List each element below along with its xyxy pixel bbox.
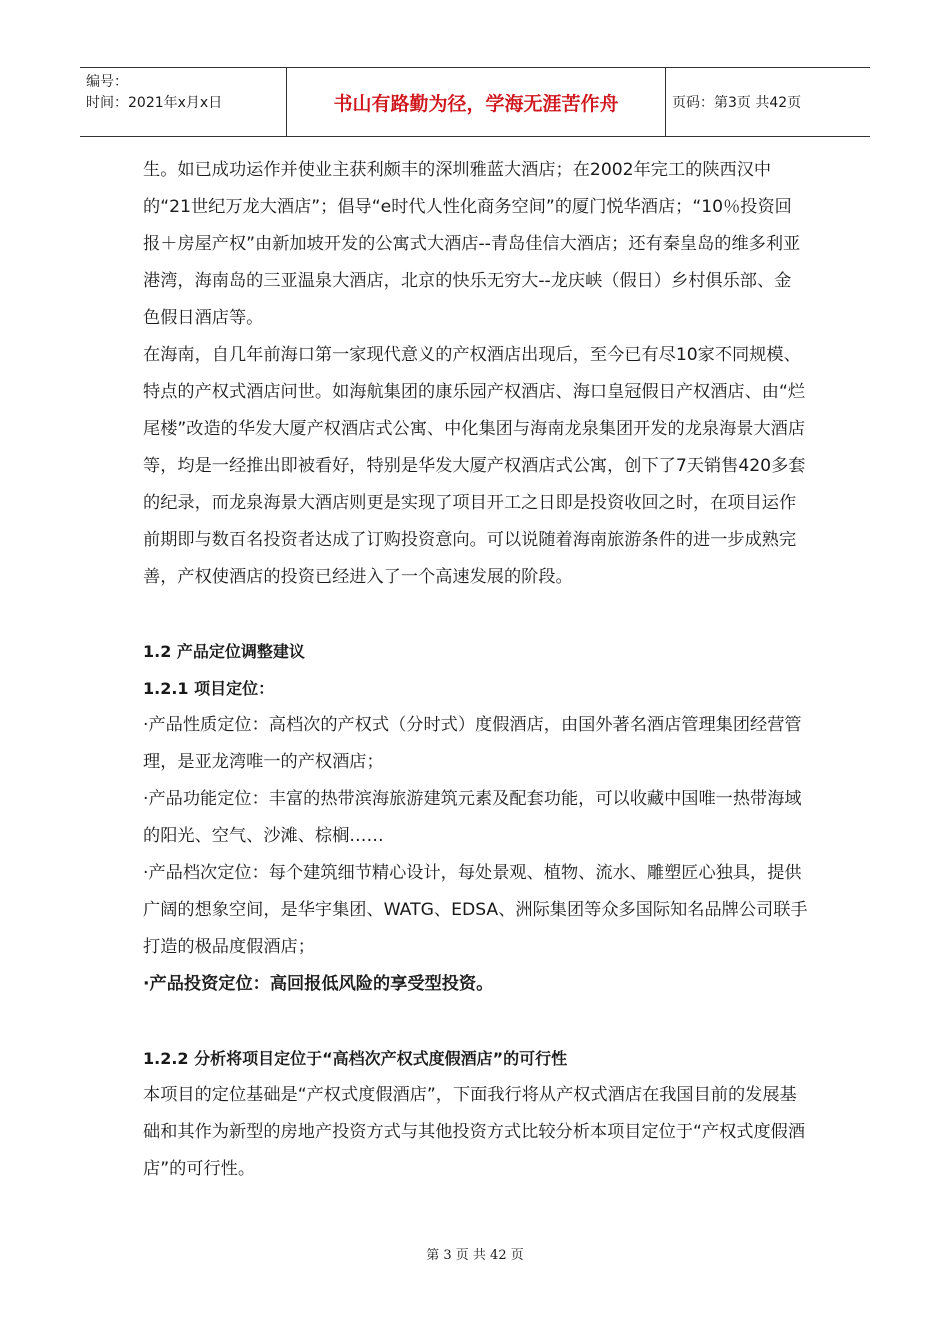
section-heading-1-2-2: 1.2.2 分析将项目定位于“高档次产权式度假酒店”的可行性: [143, 1049, 568, 1068]
page-footer: 第 3 页 共 42 页: [426, 1248, 524, 1263]
paragraph-positioning-basis: 本项目的定位基础是“产权式度假酒店”，下面我行将从产权式酒店在我国目前的发展基础和其作为新型的房地产投资方式与其他投资方式比较分析本项目定位于“产权式度假酒店”的可行性。: [143, 1085, 806, 1179]
document-code-label: 编号：: [86, 74, 128, 90]
bullet-product-investment: ·产品投资定位：高回报低风险的享受型投资。: [143, 974, 494, 994]
header-meta: [80, 68, 287, 136]
paragraph-hainan-market: 在海南，自几年前海口第一家现代意义的产权酒店出现后，至今已有尽10家不同规模、特点的产权式酒店问世。如海航集团的康乐园产权酒店、海口皇冠假日产权酒店、由“烂尾楼”改造的华发大厦产权酒店式公寓、中化集团与海南龙泉集团开发的龙泉海景大酒店等，均是一经推出即被看好，特别是华发大厦产权酒店式公寓，创下了7天销售420多套的纪录，而龙泉海景大酒店则更是实现了项目开工之日即是投资收回之时，在项目运作前期即与数百名投资者达成了订购投资意向。可以说随着海南旅游条件的进一步成熟完善，产权使酒店的投资已经进入了一个高速发展的阶段。: [143, 345, 806, 587]
section-heading-1-2: 1.2 产品定位调整建议: [143, 642, 305, 661]
bullet-product-function: ·产品功能定位：丰富的热带滨海旅游建筑元素及配套功能，可以收藏中国唯一热带海域的阳光、空气、沙滩、棕榈……: [143, 789, 802, 846]
header-page-info: 页码：第3页 共42页: [672, 95, 802, 111]
page-header: [80, 67, 870, 137]
header-motto: 书山有路勤为径，学海无涯苦作舟: [287, 68, 666, 136]
document-date-label: 时间：2021年x月x日: [86, 95, 223, 111]
bullet-product-nature: ·产品性质定位：高档次的产权式（分时式）度假酒店，由国外著名酒店管理集团经营管理，是亚龙湾唯一的产权酒店；: [143, 715, 802, 772]
bullet-product-grade: ·产品档次定位：每个建筑细节精心设计，每处景观、植物、流水、雕塑匠心独具，提供广阔的想象空间，是华宇集团、WATG、EDSA、洲际集团等众多国际知名品牌公司联手打造的极品度假酒店；: [143, 863, 808, 957]
section-heading-1-2-1: 1.2.1 项目定位：: [143, 679, 275, 698]
paragraph-hotel-examples: 生。如已成功运作并使业主获利颇丰的深圳雅蓝大酒店；在2002年完工的陕西汉中的“21世纪万龙大酒店”；倡导“e时代人性化商务空间”的厦门悦华酒店；“10％投资回报＋房屋产权”由新加坡开发的公寓式大酒店--青岛佳信大酒店；还有秦皇岛的维多利亚港湾，海南岛的三亚温泉大酒店，北京的快乐无穷大--龙庆峡（假日）乡村俱乐部、金色假日酒店等。: [143, 160, 801, 328]
document-body: [143, 152, 808, 1188]
